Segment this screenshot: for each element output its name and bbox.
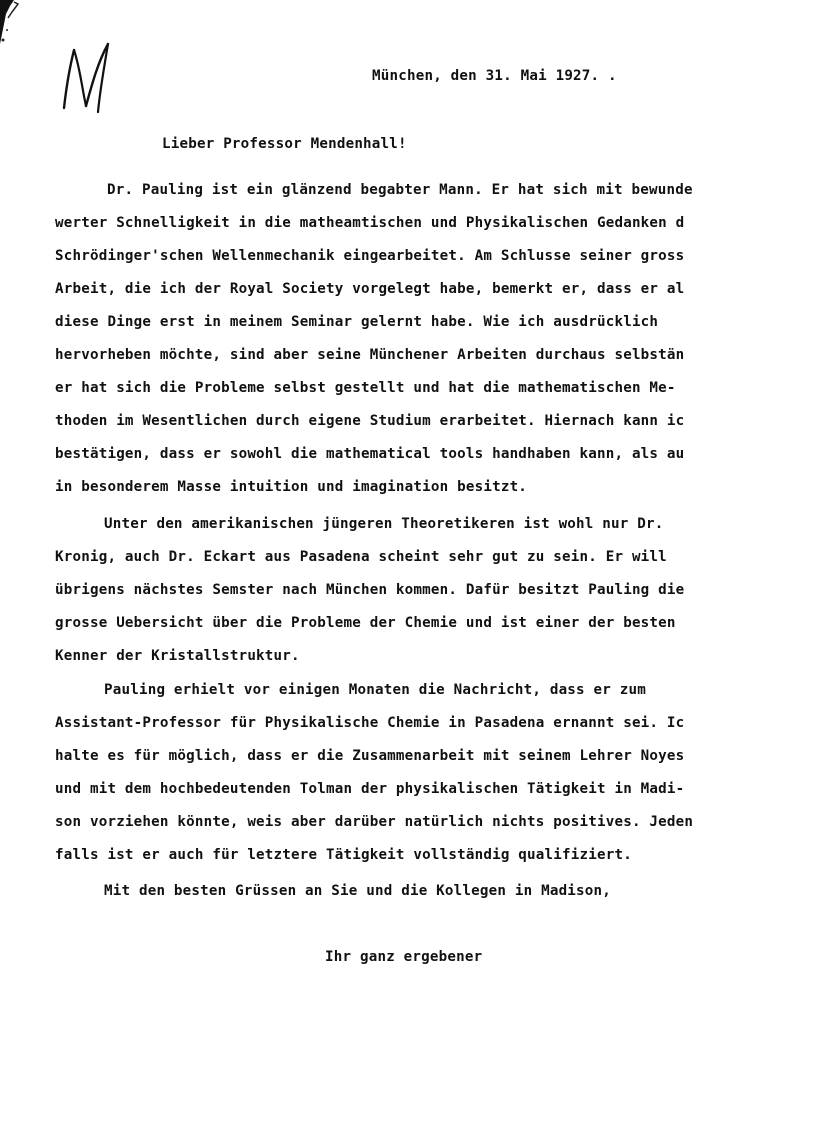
- letter-text-line: thoden im Wesentlichen durch eigene Studium erarbeitet. Hiernach kann ic: [55, 413, 685, 429]
- letter-text-line: hervorheben möchte, sind aber seine Münchener Arbeiten durchaus selbstän: [55, 347, 685, 363]
- letter-salutation: Lieber Professor Mendenhall!: [162, 136, 407, 152]
- letter-text-line: Kronig, auch Dr. Eckart aus Pasadena scheint sehr gut zu sein. Er will: [55, 549, 667, 565]
- letter-text-line: grosse Uebersicht über die Probleme der Chemie und ist einer der besten: [55, 615, 676, 631]
- letter-text-line: übrigens nächstes Semster nach München kommen. Dafür besitzt Pauling die: [55, 582, 685, 598]
- letter-text-line: Unter den amerikanischen jüngeren Theoretikeren ist wohl nur Dr.: [104, 516, 664, 532]
- letter-text-line: Kenner der Kristallstruktur.: [55, 648, 300, 664]
- letter-text-line: werter Schnelligkeit in die matheamtischen und Physikalischen Gedanken d: [55, 215, 685, 231]
- letter-text-line: und mit dem hochbedeutenden Tolman der physikalischen Tätigkeit in Madi-: [55, 781, 685, 797]
- letter-text-line: Dr. Pauling ist ein glänzend begabter Mann. Er hat sich mit bewunde: [107, 182, 693, 198]
- letter-signature-line: Ihr ganz ergebener: [325, 949, 483, 965]
- letter-text-line: Arbeit, die ich der Royal Society vorgelegt habe, bemerkt er, dass er al: [55, 281, 685, 297]
- letter-text-line: son vorziehen könnte, weis aber darüber natürlich nichts positives. Jeden: [55, 814, 694, 830]
- handwritten-initial-mark: [52, 38, 120, 114]
- letter-text-line: er hat sich die Probleme selbst gestellt und hat die mathematischen Me-: [55, 380, 676, 396]
- letter-text-line: Pauling erhielt vor einigen Monaten die Nachricht, dass er zum: [104, 682, 646, 698]
- scan-corner-mark: [0, 0, 30, 50]
- letter-closing: Mit den besten Grüssen an Sie und die Kollegen in Madison,: [104, 883, 612, 899]
- letter-text-line: in besonderem Masse intuition und imagination besitzt.: [55, 479, 528, 495]
- letter-text-line: bestätigen, dass er sowohl die mathematical tools handhaben kann, als au: [55, 446, 685, 462]
- letter-text-line: falls ist er auch für letztere Tätigkeit vollständig qualifiziert.: [55, 847, 632, 863]
- letter-text-line: Assistant-Professor für Physikalische Chemie in Pasadena ernannt sei. Ic: [55, 715, 685, 731]
- letter-text-line: Schrödinger'schen Wellenmechanik eingearbeitet. Am Schlusse seiner gross: [55, 248, 685, 264]
- letter-text-line: diese Dinge erst in meinem Seminar gelernt habe. Wie ich ausdrücklich: [55, 314, 659, 330]
- letter-date: München, den 31. Mai 1927. .: [372, 68, 617, 84]
- letter-text-line: halte es für möglich, dass er die Zusammenarbeit mit seinem Lehrer Noyes: [55, 748, 685, 764]
